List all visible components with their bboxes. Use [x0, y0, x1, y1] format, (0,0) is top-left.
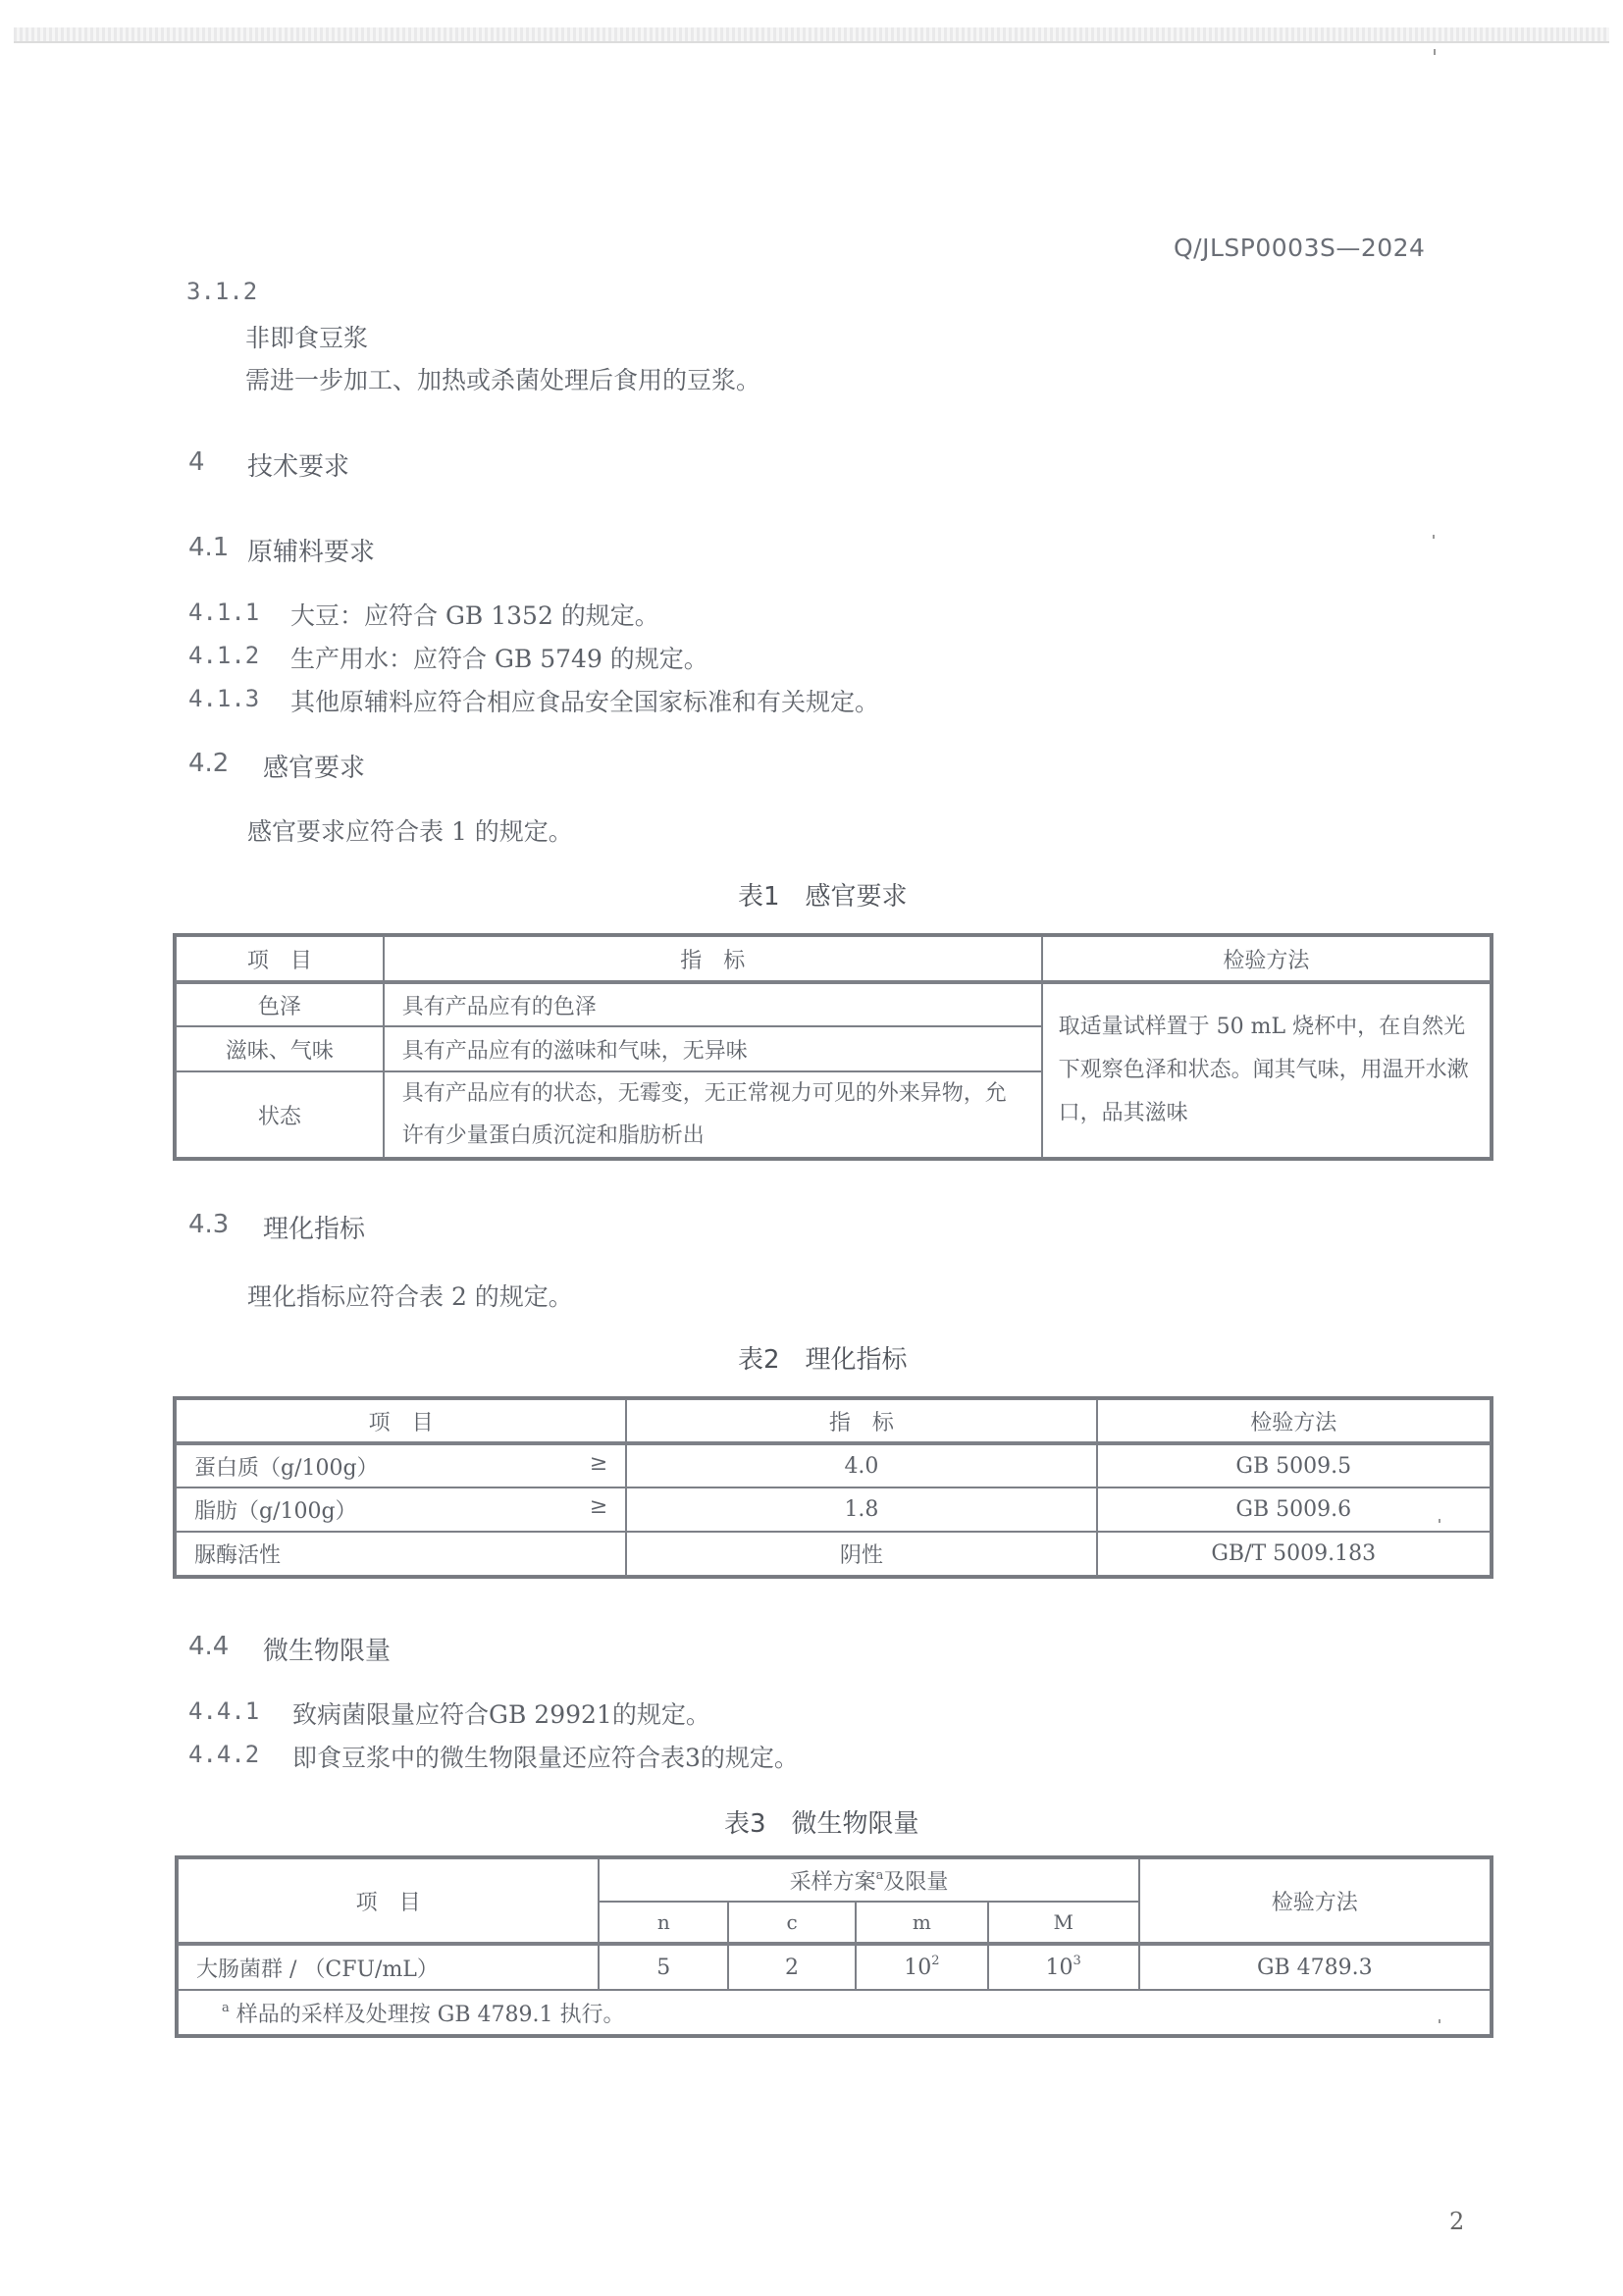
sub-header-m: m	[856, 1902, 988, 1944]
section-title: 技术要求	[247, 452, 350, 482]
value-cell: 4.0	[626, 1443, 1096, 1487]
item-cell: 色泽	[176, 982, 384, 1026]
clause-number: 4.1.1	[188, 599, 260, 626]
spec-cell: 具有产品应有的状态，无霉变，无正常视力可见的外来异物，允许有少量蛋白质沉淀和脂肪析出	[384, 1071, 1042, 1158]
table-caption: 表2 理化指标	[738, 1345, 908, 1375]
microbial-limits-table	[177, 1857, 1492, 2036]
footnote-mark: a	[875, 1867, 884, 1883]
term-definition: 需进一步加工、加热或杀菌处理后食用的豆浆。	[245, 366, 761, 394]
clause-number: 4.4.1	[188, 1697, 260, 1725]
section-number: 4	[188, 447, 205, 477]
item-label: 脂肪（g/100g）	[194, 1499, 357, 1524]
M-exponent: 3	[1073, 1953, 1081, 1968]
column-header: 项 目	[178, 1858, 599, 1944]
column-header: 项 目	[176, 1399, 626, 1443]
section-number: 4.2	[188, 749, 230, 778]
item-cell: 大肠菌群 / （CFU/mL）	[178, 1944, 599, 1990]
method-cell: GB 5009.5	[1097, 1443, 1491, 1487]
standard-code: Q/JLSP0003S—2024	[1174, 234, 1426, 262]
item-cell	[176, 1443, 626, 1487]
section-intro: 感官要求应符合表 1 的规定。	[247, 817, 573, 846]
c-cell: 2	[728, 1944, 856, 1990]
section-title: 微生物限量	[263, 1637, 392, 1666]
clause-text: 生产用水：应符合 GB 5749 的规定。	[290, 645, 708, 673]
section-title: 理化指标	[263, 1215, 366, 1244]
clause-number: 3.1.2	[186, 278, 258, 305]
scan-edge-artifact	[14, 27, 1609, 43]
clause-text: 致病菌限量应符合GB 29921的规定。	[292, 1700, 710, 1729]
m-exponent: 2	[931, 1953, 940, 1968]
column-header: 指 标	[626, 1399, 1096, 1443]
footnote-text: 样品的采样及处理按 GB 4789.1 执行。	[236, 2002, 625, 2027]
spec-cell: 具有产品应有的滋味和气味，无异味	[384, 1026, 1042, 1071]
table-row	[176, 1487, 1491, 1532]
scan-speck	[1434, 49, 1436, 55]
m-cell	[856, 1944, 988, 1990]
value-cell: 1.8	[626, 1487, 1096, 1532]
column-header: 检验方法	[1097, 1399, 1491, 1443]
section-number: 4.1	[188, 533, 230, 562]
page-number: 2	[1449, 2208, 1465, 2235]
table-row	[176, 1443, 1491, 1487]
greater-equal-sign: ≥	[589, 1494, 608, 1519]
footnote-row	[178, 1990, 1491, 2035]
section-number: 4.4	[188, 1632, 230, 1661]
clause-number: 4.1.3	[188, 685, 260, 712]
physicochemical-table	[175, 1398, 1492, 1577]
column-header: 指 标	[384, 936, 1042, 982]
scan-speck	[1439, 1519, 1440, 1523]
table-caption: 表3 微生物限量	[724, 1809, 919, 1839]
footnote-mark: a	[222, 2000, 230, 2015]
item-cell: 滋味、气味	[176, 1026, 384, 1071]
item-label: 蛋白质（g/100g）	[194, 1455, 379, 1481]
value-cell: 阴性	[626, 1532, 1096, 1576]
header-text: 及限量	[883, 1869, 949, 1895]
sub-header-c: c	[728, 1902, 856, 1944]
item-cell	[176, 1487, 626, 1532]
sub-header-n: n	[599, 1902, 728, 1944]
clause-text: 其他原辅料应符合相应食品安全国家标准和有关规定。	[290, 688, 880, 716]
spec-cell: 具有产品应有的色泽	[384, 982, 1042, 1026]
column-header: 检验方法	[1042, 936, 1491, 982]
method-cell: GB 4789.3	[1139, 1944, 1491, 1990]
item-label: 脲酶活性	[194, 1543, 282, 1568]
clause-number: 4.1.2	[188, 642, 260, 669]
method-cell: 取适量试样置于 50 mL 烧杯中，在自然光下观察色泽和状态。闻其气味，用温开水漱口，品其滋味	[1042, 982, 1491, 1158]
clause-number: 4.4.2	[188, 1741, 260, 1768]
table-row	[176, 1532, 1491, 1576]
clause-text: 大豆：应符合 GB 1352 的规定。	[290, 601, 659, 630]
section-title: 感官要求	[263, 754, 366, 783]
column-header: 项 目	[176, 936, 384, 982]
sensory-requirements-table	[175, 935, 1492, 1159]
table-row	[176, 982, 1491, 1026]
clause-text: 即食豆浆中的微生物限量还应符合表3的规定。	[292, 1744, 799, 1772]
term-title: 非即食豆浆	[245, 324, 369, 352]
footnote-cell	[178, 1990, 1491, 2035]
M-base: 10	[1045, 1955, 1073, 1980]
greater-equal-sign: ≥	[589, 1450, 608, 1476]
n-cell: 5	[599, 1944, 728, 1990]
table-caption: 表1 感官要求	[738, 882, 908, 912]
method-cell: GB/T 5009.183	[1097, 1532, 1491, 1576]
method-cell: GB 5009.6	[1097, 1487, 1491, 1532]
M-cell	[988, 1944, 1139, 1990]
section-number: 4.3	[188, 1210, 230, 1239]
item-cell	[176, 1532, 626, 1576]
m-base: 10	[904, 1955, 932, 1980]
table-row	[178, 1944, 1491, 1990]
sampling-plan-header	[599, 1858, 1138, 1902]
section-title: 原辅料要求	[247, 538, 376, 567]
scan-speck	[1433, 535, 1435, 539]
item-cell: 状态	[176, 1071, 384, 1158]
header-text: 采样方案	[789, 1869, 876, 1895]
section-intro: 理化指标应符合表 2 的规定。	[247, 1282, 573, 1311]
sub-header-M: M	[988, 1902, 1139, 1944]
column-header: 检验方法	[1139, 1858, 1491, 1944]
scan-speck	[1439, 2019, 1440, 2023]
